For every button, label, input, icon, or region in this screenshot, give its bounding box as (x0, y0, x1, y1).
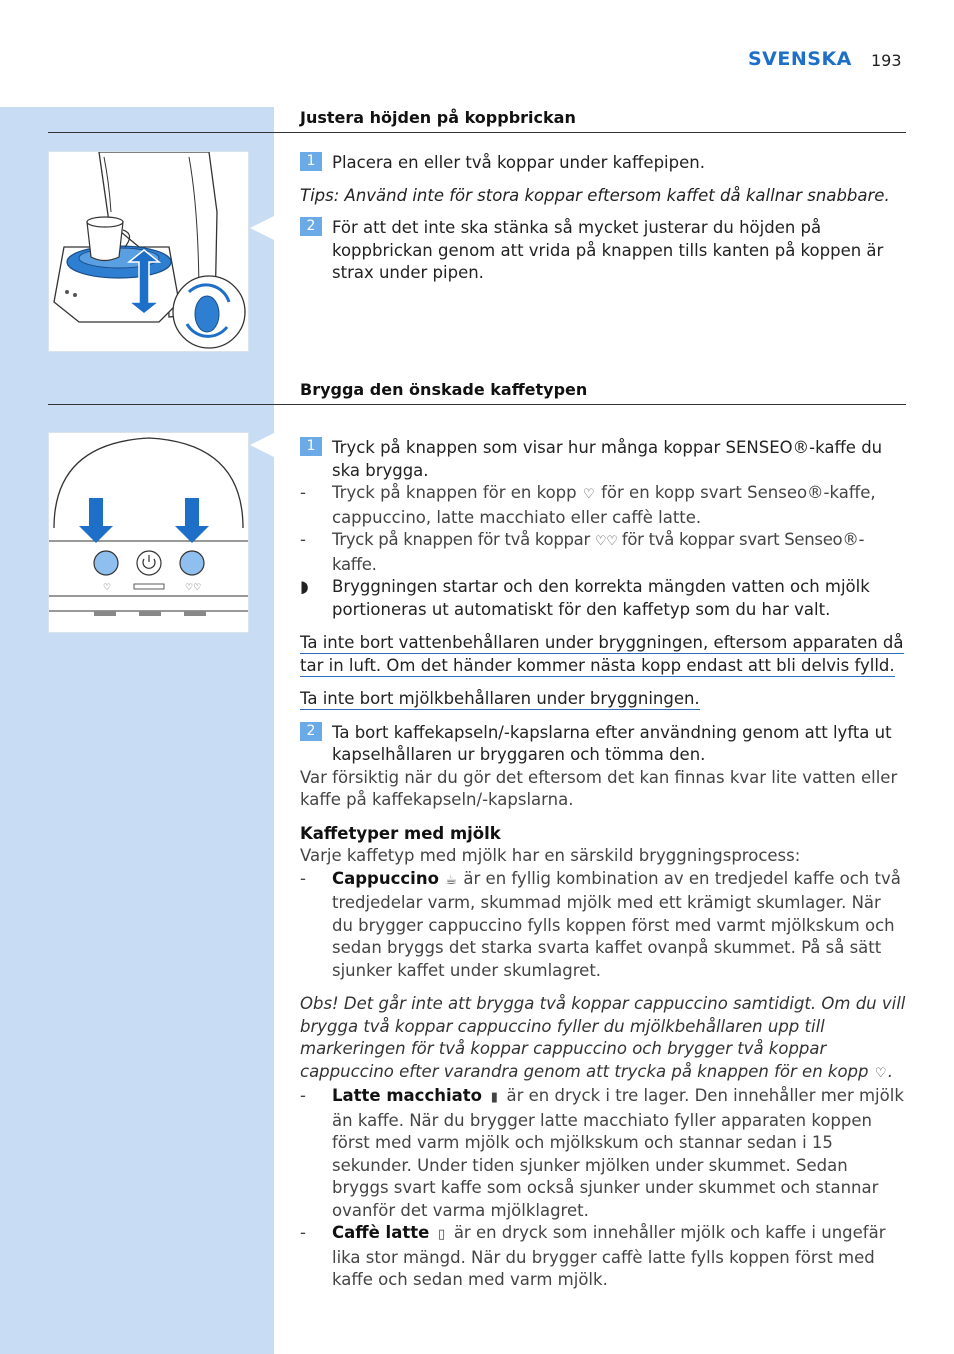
one-cup-icon: ♡ (583, 487, 595, 502)
step-number-badge: 2 (300, 217, 322, 236)
section2-content (300, 437, 906, 1292)
two-cups-icon: ♡♡ (594, 534, 618, 549)
svg-text:♡♡: ♡♡ (185, 583, 202, 593)
step-number-badge: 2 (300, 722, 322, 741)
section1-content (300, 152, 906, 285)
image-pointer (250, 433, 274, 457)
svg-text:♡: ♡ (103, 583, 112, 593)
step-number-badge: 1 (300, 437, 322, 456)
obs-note: Obs! Det går inte att brygga två koppar cappuccino samtidigt. Om du vill brygga två koppar cappuccino fyller du mjölkbehållaren upp till markeringen för två koppar cappuccino och brygger två koppar cappuccino efter varandra genom att trycka på knappen för en kopp ♡. (300, 993, 906, 1085)
cappuccino-item: - Cappuccino ☕ är en fyllig kombination av en tredjedel kaffe och två tredjedelar varm, skummad mjölk med ett krämigt skumlager. När du brygger cappuccino fylls koppen först med varmt mjölkskum och sedan bryggs det starka svarta kaffet ovanpå skummet. På så sätt sjunker kaffet under skumlagret. (300, 868, 901, 980)
caffe-latte-icon: ▯ (437, 1227, 446, 1242)
cappuccino-icon: ☕ (445, 872, 457, 888)
result-arrow-icon: ◗ (300, 577, 309, 596)
step-2-note: Var försiktig när du gör det eftersom det kan finnas kvar lite vatten eller kaffe på kaffekapseln/-kapslarna. (300, 767, 898, 809)
step-1: 1 Placera en eller två koppar under kaffepipen. (300, 152, 906, 175)
caffe-latte-item: - Caffè latte ▯ är en dryck som innehåller mjölk och kaffe i ungefär lika stor mängd. När du brygger caffè latte fylls koppen först med kaffe och sedan med varm mjölk. (300, 1223, 886, 1289)
one-cup-icon: ♡ (874, 1065, 887, 1081)
control-panel-illustration (48, 432, 249, 633)
tip-text: Tips: Använd inte för stora koppar eftersom kaffet då kallnar snabbare. (300, 185, 890, 205)
result-item: ◗ Bryggningen startar och den korrekta mängden vatten och mjölk portioneras ut automatiskt för den kaffetyp som du har valt. (300, 577, 870, 619)
warning-water-tank: Ta inte bort vattenbehållaren under bryggningen, eftersom apparaten då tar in luft. Om det händer kommer nästa kopp endast att bli delvis fylld. (300, 633, 904, 675)
dash-item-two-cups: - Tryck på knappen för två koppar ♡♡ för två koppar svart Senseo®-kaffe. (300, 530, 865, 574)
coffee-machine-illustration (48, 151, 249, 352)
section-divider (48, 404, 906, 405)
step-2: 2 För att det inte ska stänka så mycket justerar du höjden på koppbrickan genom att vrida på knappen tills kanten på koppen är strax under pipen. (300, 217, 906, 285)
step-2: 2 Ta bort kaffekapseln/-kapslarna efter användning genom att lyfta ut kapselhållaren ur bryggaren och tömma den. (300, 722, 906, 767)
milk-types-intro: Varje kaffetyp med mjölk har en särskild bryggningsprocess: (300, 846, 801, 865)
latte-glass-icon: ▮ (490, 1090, 498, 1105)
image-pointer (250, 216, 274, 240)
latte-macchiato-item: - Latte macchiato ▮ är en dryck i tre lager. Den innehåller mer mjölk än kaffe. När du brygger latte macchiato fyller apparaten koppen först med varm mjölk och mjölkskum och stannar sedan i 15 sekunder. Under tiden sjunker mjölken under skummet. Sedan bryggs svart kaffe som också sjunker under skummet och stannar ovanför det varma mjölklagret. (300, 1086, 904, 1220)
warning-milk-tank: Ta inte bort mjölkbehållaren under bryggningen. (300, 689, 700, 708)
section-title-brew-coffee: Brygga den önskade kaffetypen (300, 380, 588, 399)
milk-types-heading: Kaffetyper med mjölk (300, 823, 501, 843)
step-1: 1 Tryck på knappen som visar hur många koppar SENSEO®-kaffe du ska brygga. (300, 437, 906, 482)
step-number-badge: 1 (300, 152, 322, 171)
language-header: SVENSKA (748, 48, 852, 70)
section-divider (48, 132, 906, 133)
section-title-cup-tray: Justera höjden på koppbrickan (300, 108, 576, 127)
dash-item-one-cup: - Tryck på knappen för en kopp ♡ för en kopp svart Senseo®-kaffe, cappuccino, latte macchiato eller caffè latte. (300, 483, 876, 527)
page-number: 193 (871, 51, 902, 70)
